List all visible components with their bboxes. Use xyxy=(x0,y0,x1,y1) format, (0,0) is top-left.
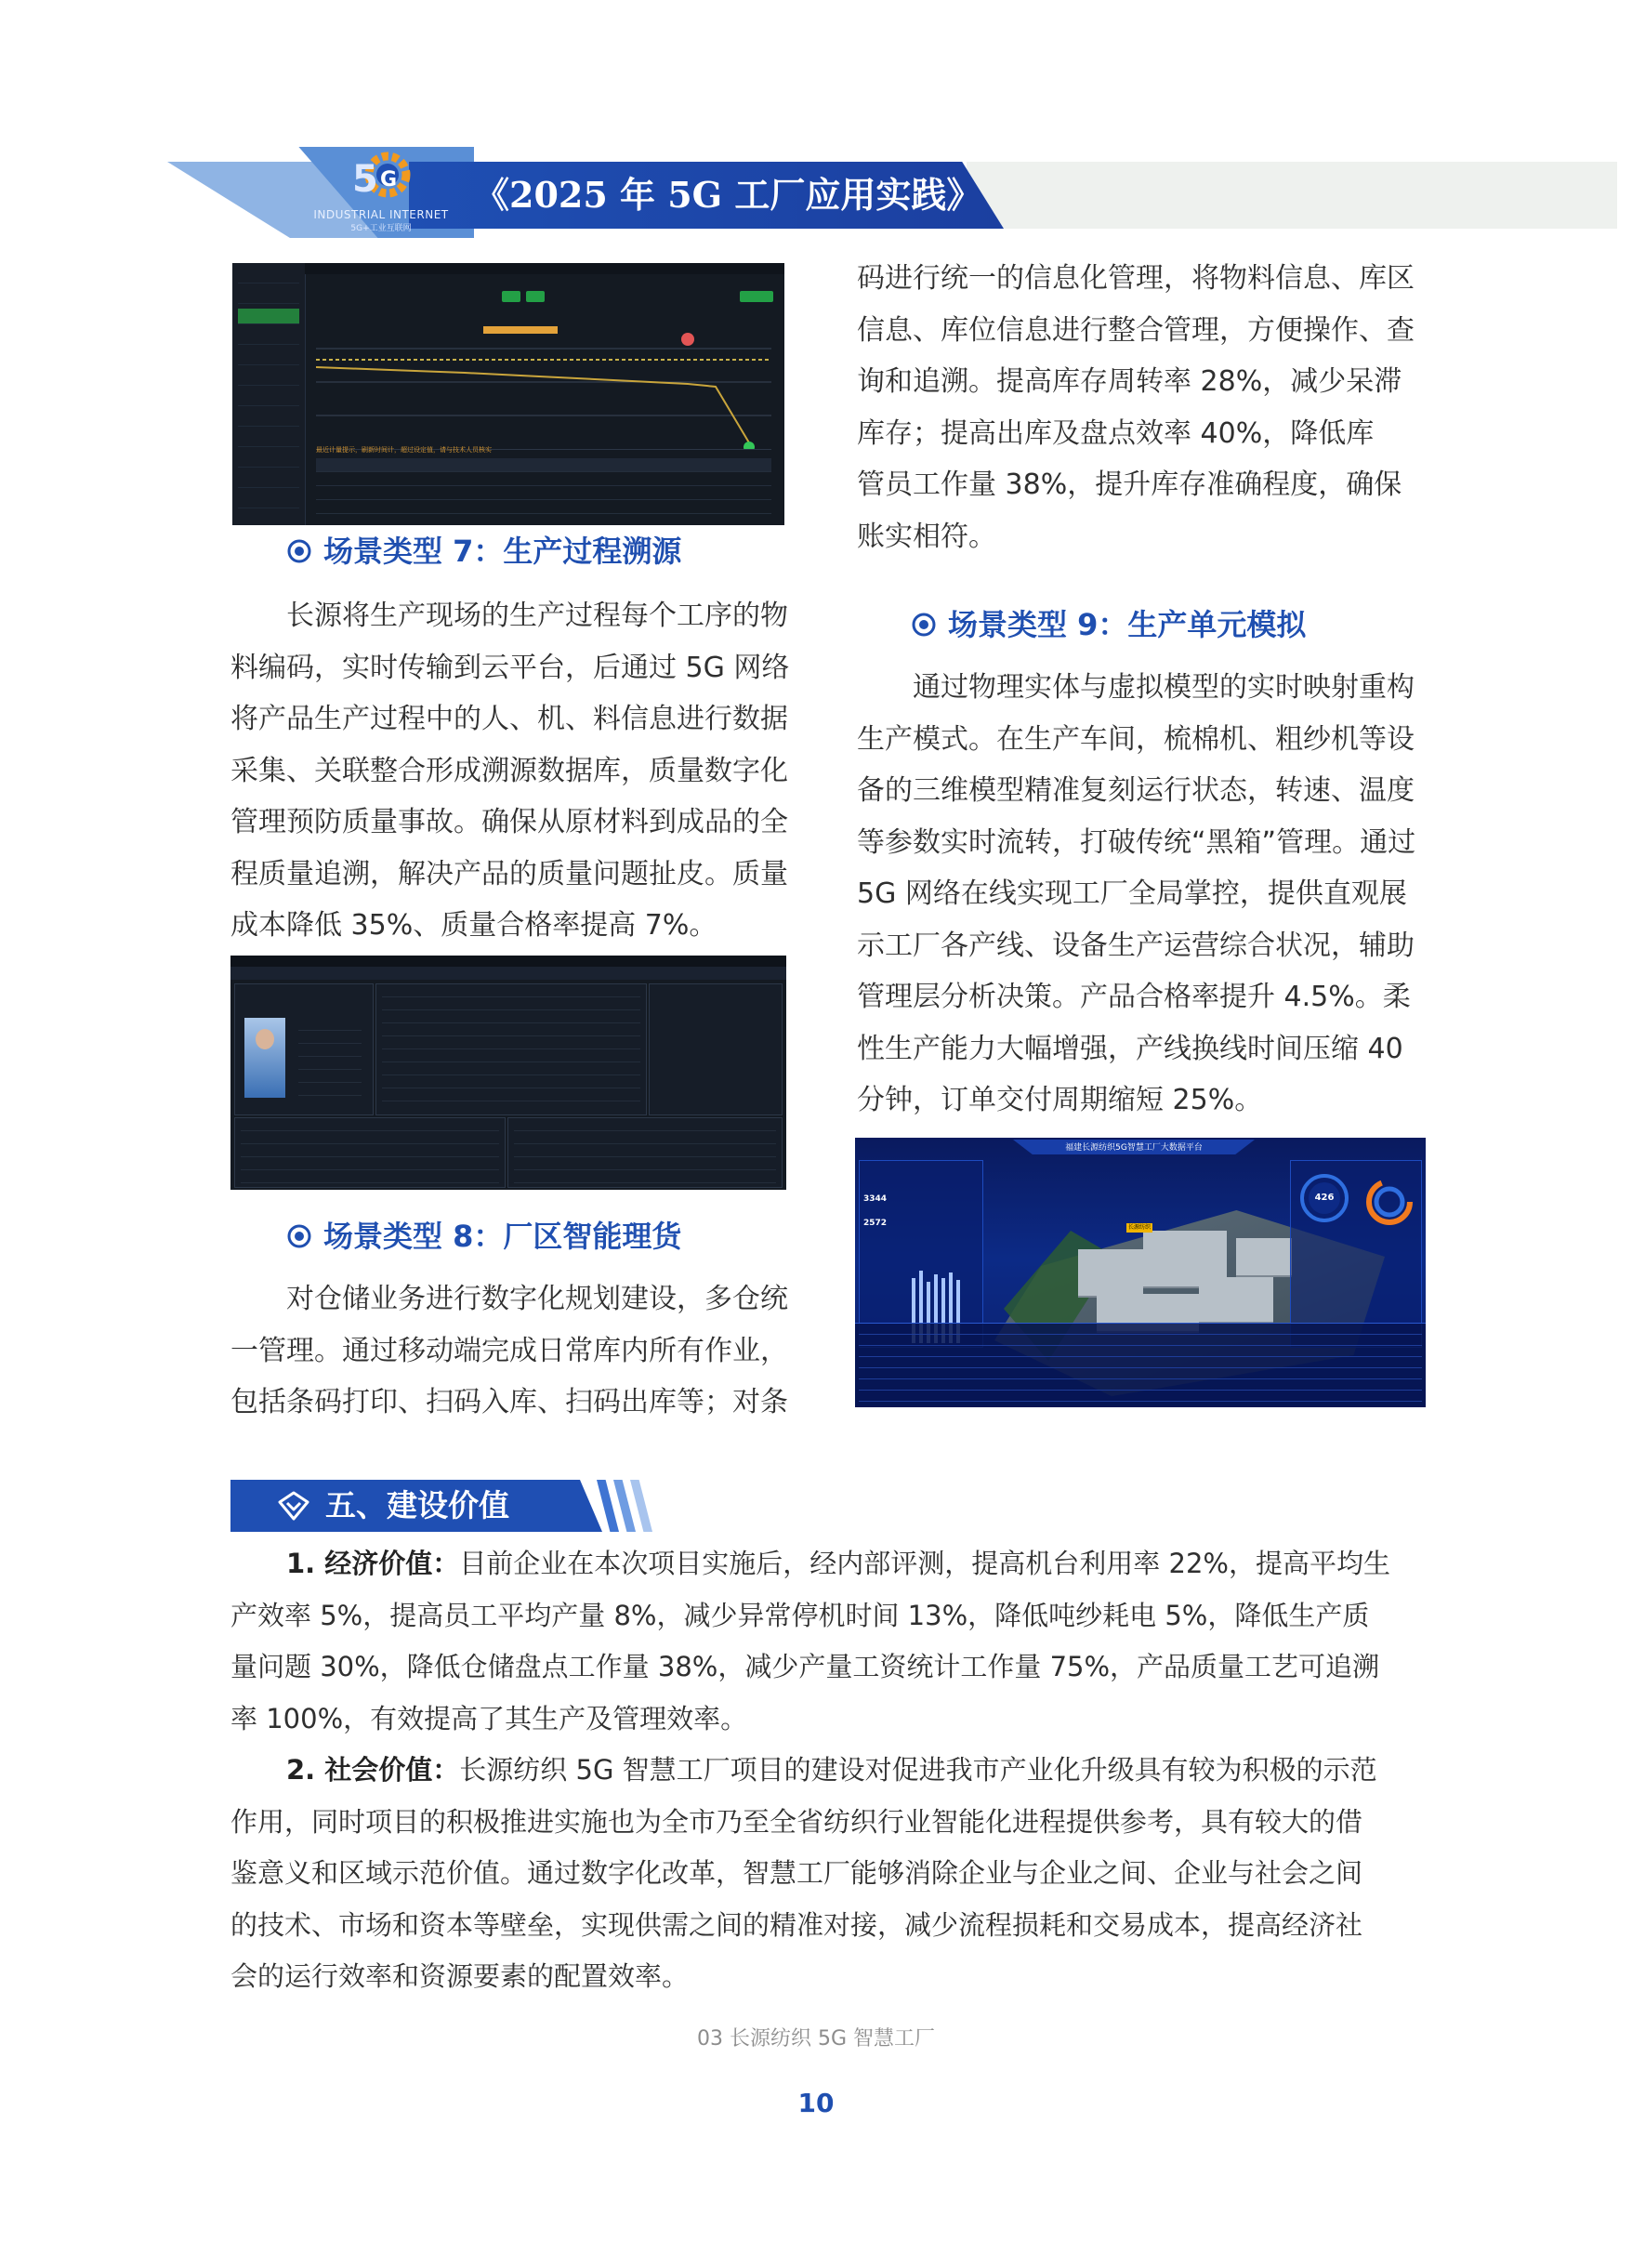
text-line: 率 100%，有效提高了其生产及管理效率。 xyxy=(230,1702,748,1734)
text-line: 通过物理实体与虚拟模型的实时映射重构 xyxy=(913,671,1415,704)
text-line: 的技术、市场和资本等壁垒，实现供需之间的精准对接，减少流程损耗和交易成本，提高经济社 xyxy=(230,1908,1363,1941)
factory-building xyxy=(1236,1238,1292,1277)
screenshot-line-chart xyxy=(316,319,771,450)
diamond-icon xyxy=(277,1490,310,1522)
text-line: 库存；提高出库及盘点效率 40%，降低库 xyxy=(857,416,1375,450)
text-line: 料编码，实时传输到云平台，后通过 5G 网络 xyxy=(230,651,790,684)
text-line: 程质量追溯，解决产品的质量问题扯皮。质量 xyxy=(230,857,788,890)
footer-caption: 03 长源纺织 5G 智慧工厂 xyxy=(696,2027,936,2050)
screenshot-topbar xyxy=(305,263,784,274)
worker-photo xyxy=(244,1018,285,1098)
text-line: 包括条码打印、扫码入库、扫码出库等；对条 xyxy=(230,1386,788,1418)
text-line: 管员工作量 38%，提升库存准确程度，确保 xyxy=(857,468,1402,501)
platform-ring-chart-icon xyxy=(1362,1174,1417,1230)
scene9-heading-text: 场景类型 9：生产单元模拟 xyxy=(948,607,1307,642)
platform-right-panel xyxy=(1290,1160,1422,1348)
header-grey-band xyxy=(967,162,1617,229)
platform-data-table xyxy=(855,1323,1426,1407)
factory-building xyxy=(1199,1277,1273,1324)
platform-title: 福建长源纺织5G智慧工厂大数据平台 xyxy=(1065,1143,1203,1153)
target-bullet-icon xyxy=(286,538,312,564)
text-line: 产效率 5%，提高员工平均产量 8%，减少异常停机时间 13%，降低吨纱耗电 5%，降低生产质 xyxy=(230,1599,1370,1631)
scene7-heading-text: 场景类型 7：生产过程溯源 xyxy=(323,534,682,569)
text-line: 示工厂各产线、设备生产运营综合状况，辅助 xyxy=(857,929,1415,962)
screenshot-table xyxy=(316,458,771,525)
economic-value-paragraph xyxy=(230,1538,1420,1745)
text-line: 账实相符。 xyxy=(857,520,996,553)
screenshot-alert-text: 最近计量提示，刷新时间计，超过设定值，请与技术人员核实 xyxy=(316,446,492,454)
text-line: 目前企业在本次项目实施后，经内部评测，提高机台利用率 22%，提高平均生 xyxy=(459,1548,1390,1579)
screenshot-record-table xyxy=(234,1117,506,1188)
text-line: 会的运行效率和资源要素的配置效率。 xyxy=(230,1960,690,1992)
social-value-label: 2. 社会价值： xyxy=(286,1754,460,1786)
scene7-heading xyxy=(286,531,681,572)
text-line: 对仓储业务进行数字化规划建设，多仓统 xyxy=(286,1283,788,1315)
platform-stat-2: 2572 xyxy=(863,1219,888,1228)
target-bullet-icon xyxy=(286,1223,312,1249)
page-number: 10 xyxy=(797,2088,835,2118)
section-title: 五、建设价值 xyxy=(325,1487,509,1523)
text-line: 询和追溯。提高库存周转率 28%，减少呆滞 xyxy=(857,365,1402,398)
social-value-paragraph xyxy=(230,1745,1420,2003)
right-column-continued-paragraph xyxy=(857,253,1424,562)
text-line: 长源将生产现场的生产过程每个工序的物 xyxy=(286,600,788,632)
text-line: 一管理。通过移动端完成日常库内所有作业， xyxy=(230,1334,788,1367)
logo-text-sub: 5G+工业互联网 xyxy=(350,224,412,233)
screenshot-search-btn xyxy=(502,291,520,302)
text-line: 备的三维模型精准复刻运行状态，转速、温度 xyxy=(857,774,1415,807)
screenshot-export-btn xyxy=(740,291,773,302)
logo-text-main: INDUSTRIAL INTERNET xyxy=(313,208,449,221)
screenshot-tabs xyxy=(230,967,786,980)
svg-text:5: 5 xyxy=(352,158,378,201)
screenshot-empty-panel xyxy=(649,983,783,1115)
text-line: 性生产能力大幅增强，产线换线时间压缩 40 xyxy=(857,1032,1403,1065)
screenshot-info-panel xyxy=(375,983,647,1115)
factory-building xyxy=(1078,1249,1143,1298)
screenshot-quality-dashboard xyxy=(230,956,786,1190)
text-line: 作用，同时项目的积极推进实施也为全市乃至全省纺织行业智能化进程提供参考，具有较大的借 xyxy=(230,1805,1363,1838)
text-line: 量问题 30%，降低仓储盘点工作量 38%，减少产量工资统计工作量 75%，产品质量工艺可追溯 xyxy=(230,1651,1380,1682)
5g-gear-logo-icon xyxy=(339,149,423,206)
scene9-paragraph xyxy=(857,662,1424,1127)
screenshot-3d-factory-platform xyxy=(855,1138,1426,1407)
text-line: 将产品生产过程中的人、机、料信息进行数据 xyxy=(230,703,788,735)
target-bullet-icon xyxy=(911,612,937,638)
text-line: 等参数实时流转，打破传统“黑箱”管理。通过 xyxy=(857,825,1416,859)
platform-gauge-value: 426 xyxy=(1314,1193,1335,1203)
scene9-heading xyxy=(911,604,1306,645)
screenshot-profile-panel xyxy=(234,983,374,1115)
screenshot-reset-btn xyxy=(526,291,545,302)
text-line: 采集、关联整合形成溯源数据库，质量数字化 xyxy=(230,754,788,787)
text-line: 码进行统一的信息化管理，将物料信息、库区 xyxy=(857,262,1415,295)
svg-text:G: G xyxy=(380,168,398,191)
scene7-paragraph xyxy=(230,590,797,952)
platform-stat-1: 3344 xyxy=(863,1194,888,1204)
text-line: 生产模式。在生产车间，梳棉机、粗纱机等设 xyxy=(857,722,1415,756)
platform-left-panel xyxy=(859,1160,983,1348)
economic-value-label: 1. 经济价值： xyxy=(286,1548,460,1579)
text-line: 管理层分析决策。产品合格率提升 4.5%。柔 xyxy=(857,981,1411,1013)
text-line: 分钟，订单交付周期缩短 25%。 xyxy=(857,1084,1263,1116)
text-line: 管理预防质量事故。确保从原材料到成品的全 xyxy=(230,806,788,838)
text-line: 长源纺织 5G 智慧工厂项目的建设对促进我市产业化升级具有较为积极的示范 xyxy=(459,1754,1377,1786)
screenshot-topbar xyxy=(230,956,786,967)
screenshot-traceability-dashboard xyxy=(232,263,784,525)
scene8-paragraph xyxy=(230,1273,797,1429)
screenshot-sidebar xyxy=(232,263,306,525)
scene8-heading-text: 场景类型 8：厂区智能理货 xyxy=(323,1219,682,1254)
scene8-heading xyxy=(286,1216,681,1257)
logo xyxy=(307,149,455,238)
text-line: 信息、库位信息进行整合管理，方便操作、查 xyxy=(857,313,1415,347)
factory-marker: 长源纺织 xyxy=(1127,1224,1151,1231)
text-line: 5G 网络在线实现工厂全局掌控，提供直观展 xyxy=(857,877,1407,910)
text-line: 鉴意义和区域示范价值。通过数字化改革，智慧工厂能够消除企业与企业之间、企业与社会之间 xyxy=(230,1857,1363,1889)
text-line: 成本降低 35%、质量合格率提高 7%。 xyxy=(230,909,717,942)
screenshot-product-table xyxy=(507,1117,783,1188)
document-title: 《2025 年 5G 工厂应用实践》 xyxy=(474,174,982,216)
